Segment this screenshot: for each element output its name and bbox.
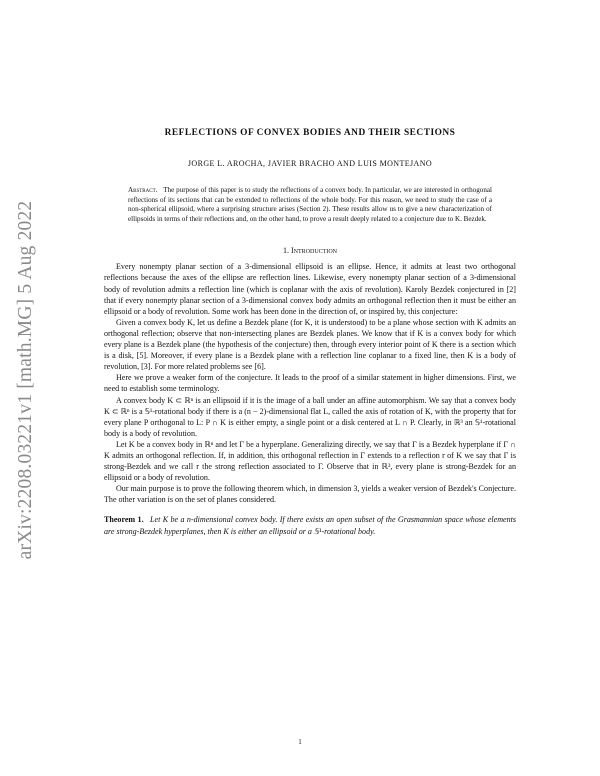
theorem-1 (104, 514, 516, 536)
paragraph: Our main purpose is to prove the following theorem which, in dimension 3, yields a weaker version of Bezdek's Conjecture. The other variation is on the set of planes considered. (104, 484, 516, 505)
paragraph: Given a convex body K, let us define a Bezdek plane (for K, it is understood) to be a plane whose section with K admits an orthogonal reflection; observe that non-intersecting planes are Bezdek planes. We know that if K is a convex body for which every plane is a Bezdek plane (the hypothesis of the conjecture) then, through every interior point of K there is a section which is a disk, [5]. Moreover, if every plane is a Bezdek plane with a reflection line coplanar to a fixed line, then K is a body of revolution, [3]. For more related problems see [6]. (104, 317, 516, 372)
abstract (128, 186, 492, 224)
arxiv-stamp-text: arXiv:2208.03221v1 [math.MG] 5 Aug 2022 (15, 200, 36, 560)
paper-page (104, 128, 516, 537)
section-body (104, 261, 516, 505)
paragraph: Here we prove a weaker form of the conjecture. It leads to the proof of a similar statement in higher dimensions. First, we need to establish some terminology. (104, 373, 516, 394)
page-number: 1 (298, 738, 302, 746)
section-heading (104, 246, 516, 255)
paper-authors: JORGE L. AROCHA, JAVIER BRACHO AND LUIS MONTEJANO (187, 159, 433, 168)
arxiv-identifier-stamp (6, 150, 46, 610)
theorem-label: Theorem 1. (104, 515, 144, 525)
paragraph: Every nonempty planar section of a 3-dimensional ellipsoid is an ellipse. Hence, it admits at least two orthogonal reflections because the axes of the ellipse are reflection lines. Likewise, every nonempty planar section of a 3-dimensional body of revolution admits a reflection line (which is coplanar with the axis of revolution). Karoly Bezdek conjectured in [2] that if every nonempty planar section of a 3-dimensional convex body admits an orthogonal reflection then it must be either an ellipsoid or a body of revolution. Some work has been done in the direction of, or inspired by, this conjecture: (104, 262, 516, 316)
section-title: Introduction (291, 246, 337, 256)
theorem-statement: Let K be a n-dimensional convex body. If there exists an open subset of the Grasmannian space whose elements are strong-Bezdek hyperplanes, then K is either an ellipsoid or a 𝕊¹-rotational body. (104, 515, 517, 536)
paragraph: Let K be a convex body in ℝⁿ and let Γ be a hyperplane. Generalizing directly, we say that Γ is a Bezdek hyperplane if Γ ∩ K admits an orthogonal reflection. If, in addition, this orthogonal reflection in Γ extends to a reflection r of K we say that Γ is strong-Bezdek and we call r the strong reflection associated to Γ. Observe that in ℝ³, every plane is strong-Bezdek for an ellipsoid or a body of revolution. (104, 439, 516, 483)
abstract-label: Abstract. (128, 186, 158, 194)
section-number: 1. (283, 246, 289, 256)
paper-title: REFLECTIONS OF CONVEX BODIES AND THEIR SECTIONS (164, 128, 456, 138)
abstract-text: The purpose of this paper is to study the reflections of a convex body. In particular, we are interested in orthogonal reflections of its sections that can be extended to reflections of the whole body. For this reason, we need to study the case of a non-spherical ellipsoid, where a surprising structure arises (Section 2). These results allow us to give a new characterization of ellipsoids in terms of their reflections and, on the other hand, to prove a result deeply related to a conjecture due to K. Bezdek. (128, 186, 492, 223)
paragraph: A convex body K ⊂ ℝⁿ is an ellipsoid if it is the image of a ball under an affine automorphism. We say that a convex body K ⊂ ℝⁿ is a 𝕊¹-rotational body if there is a (n − 2)-dimensional flat L, called the axis of rotation of K, with the property that for every plane P orthogonal to L: P ∩ K is either empty, a single point or a disk centered at L ∩ P. Clearly, in ℝ³ an 𝕊¹-rotational body is a body of revolution. (104, 395, 516, 438)
